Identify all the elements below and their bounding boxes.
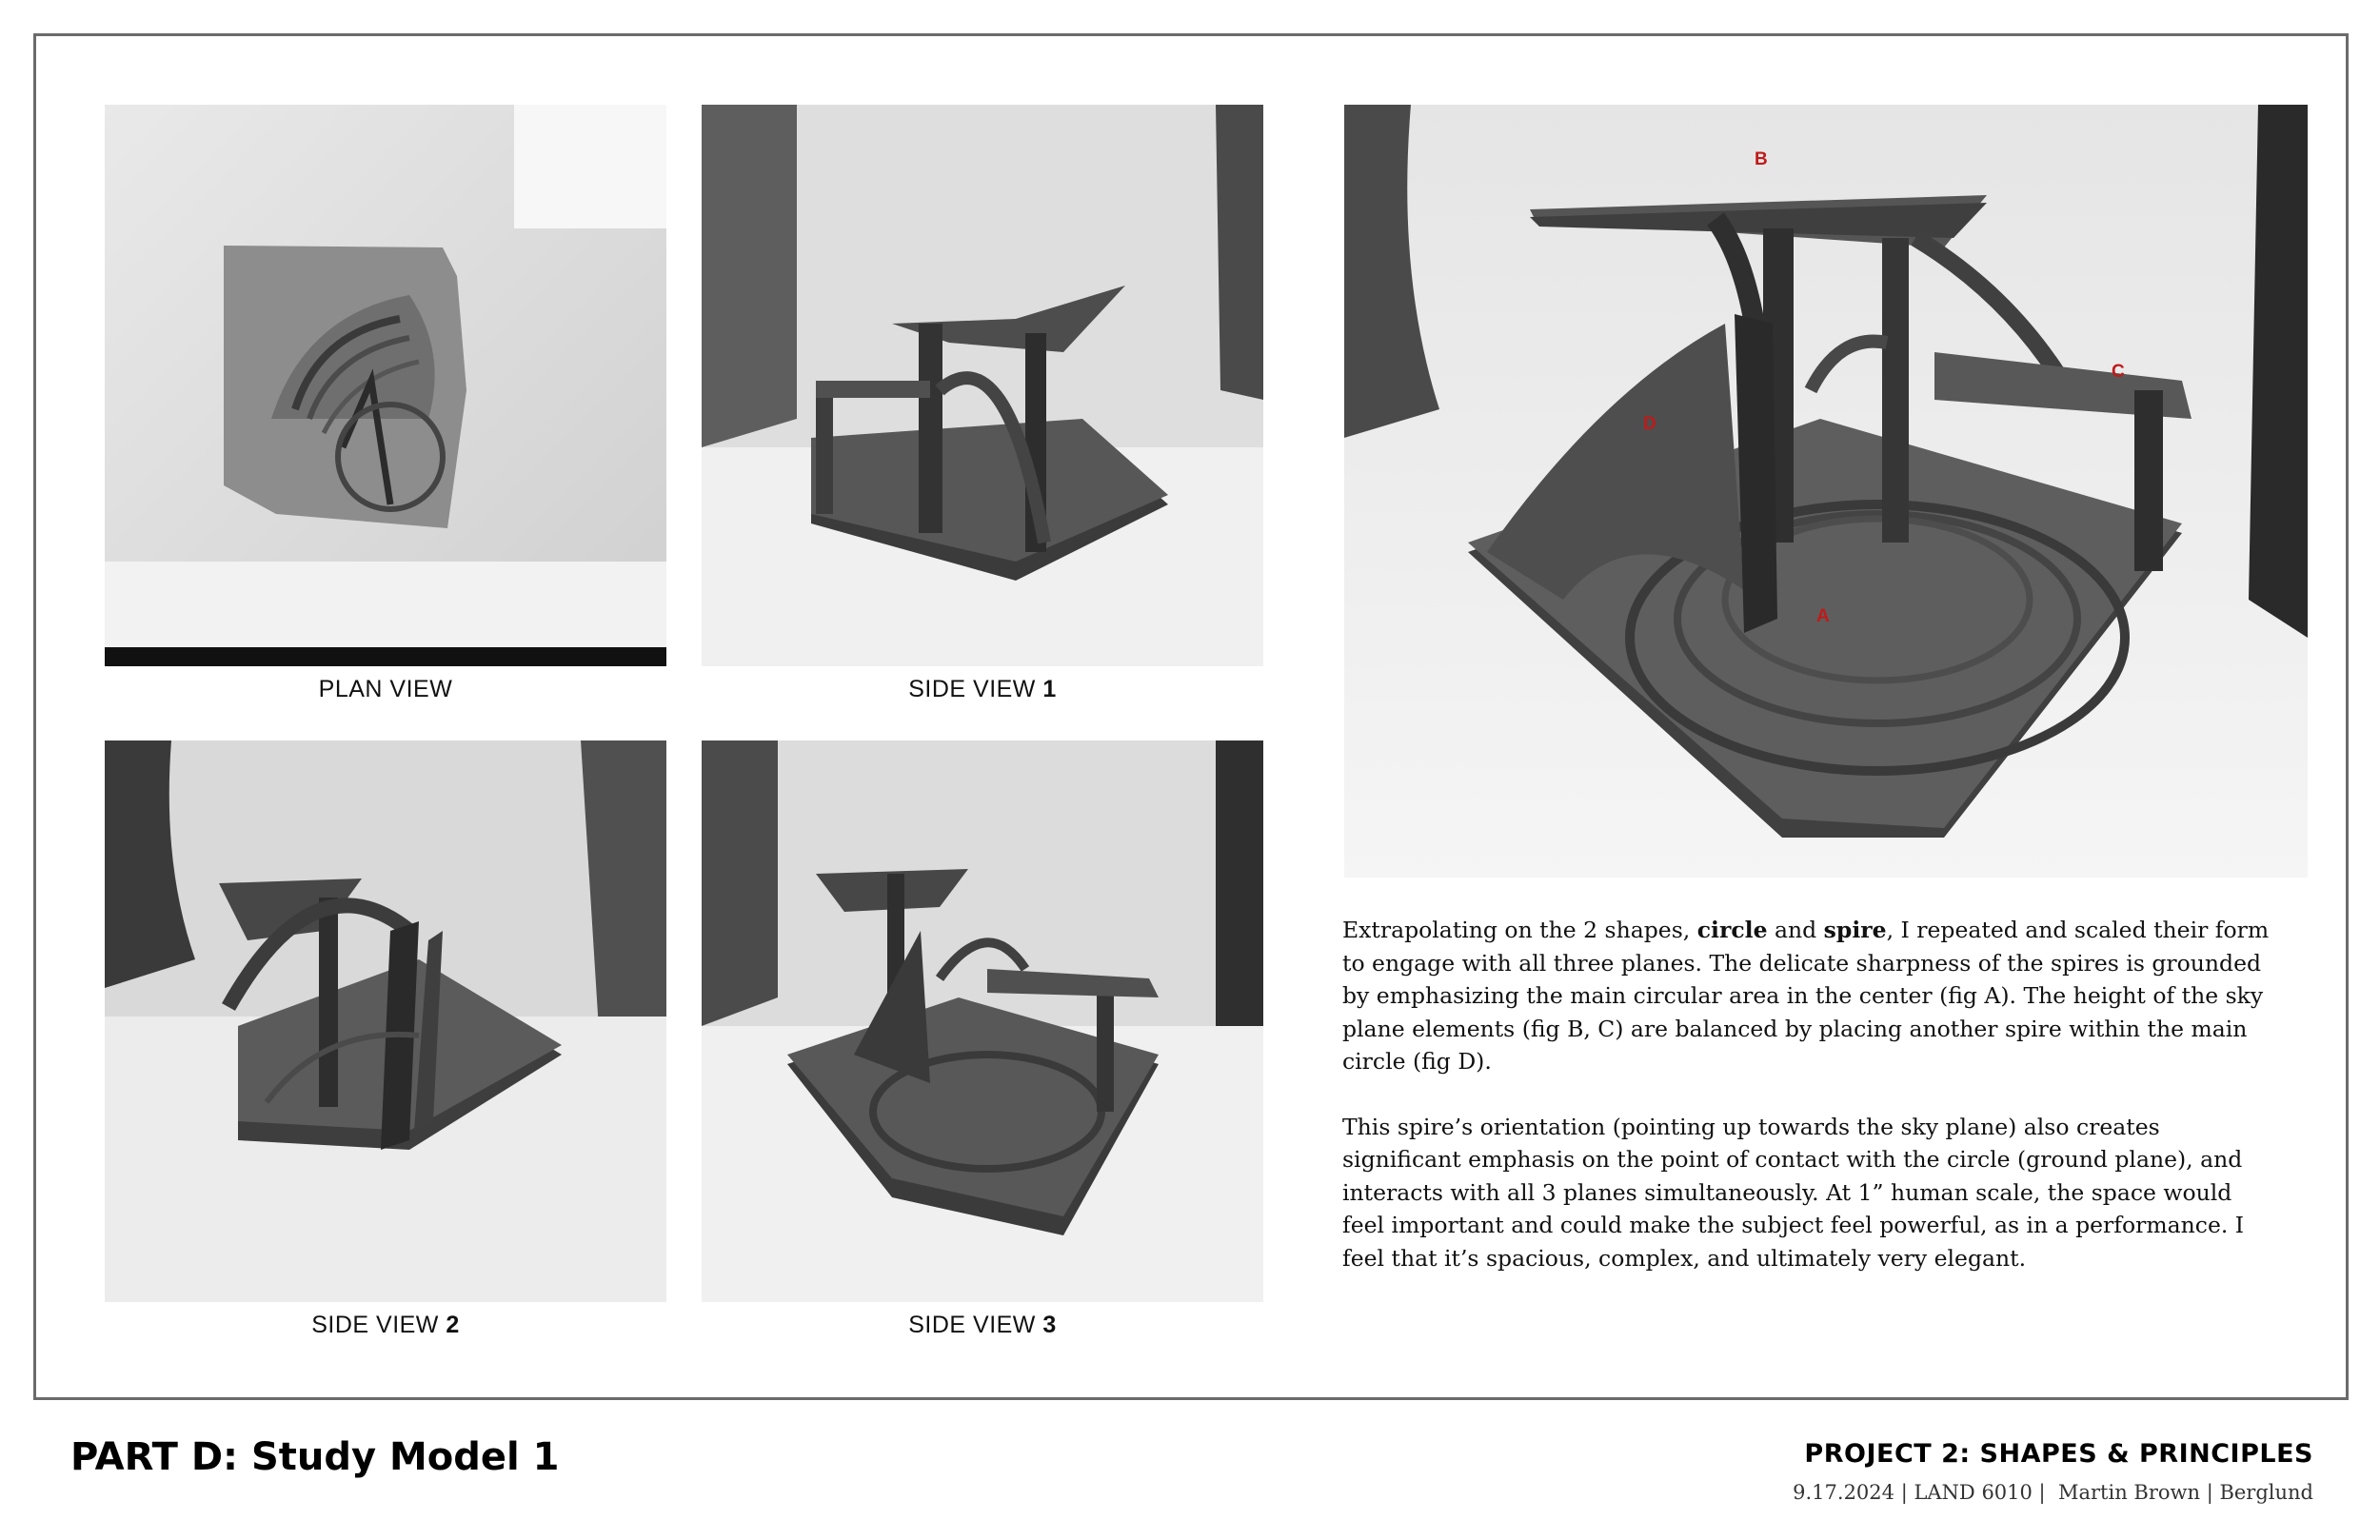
- part-title: PART D: Study Model 1: [70, 1435, 560, 1479]
- project-title: PROJECT 2: SHAPES & PRINCIPLES: [1804, 1439, 2313, 1469]
- fig-label-c: C: [2112, 362, 2125, 382]
- fig-label-d: D: [1643, 414, 1656, 434]
- project-meta: 9.17.2024 | LAND 6010 | Martin Brown | Berglund: [1793, 1481, 2313, 1504]
- side-view-1-caption: SIDE VIEW 1: [908, 676, 1057, 702]
- side-view-3-photo: [702, 740, 1263, 1302]
- main-model-photo: [1344, 105, 2308, 878]
- plan-view-photo: [105, 105, 666, 666]
- description-paragraph-1: Extrapolating on the 2 shapes, circle and spire, I repeated and scaled their form to engage with all three planes. The delicate sharpness of the spires is grounded by emphasizing the main circular area in the center (fig A). The height of the sky plane elements (fig B, C) are balanced by placing another spire within the main circle (fig D).: [1342, 917, 2270, 1075]
- side-view-2-caption: SIDE VIEW 2: [311, 1312, 460, 1338]
- side-view-3-caption: SIDE VIEW 3: [908, 1312, 1057, 1338]
- description-text: [1342, 914, 2275, 1307]
- fig-label-b: B: [1755, 149, 1768, 169]
- fig-label-a: A: [1816, 606, 1830, 626]
- side-view-2-photo: [105, 740, 666, 1302]
- description-paragraph-2: This spire’s orientation (pointing up towards the sky plane) also creates significant emphasis on the point of contact with the circle (ground plane), and interacts with all 3 planes simultaneously. At 1” human scale, the space would feel important and could make the subject feel powerful, as in a performance. I feel that it’s spacious, complex, and ultimately very elegant.: [1342, 1113, 2245, 1272]
- plan-view-caption: PLAN VIEW: [318, 676, 453, 702]
- side-view-1-photo: [702, 105, 1263, 666]
